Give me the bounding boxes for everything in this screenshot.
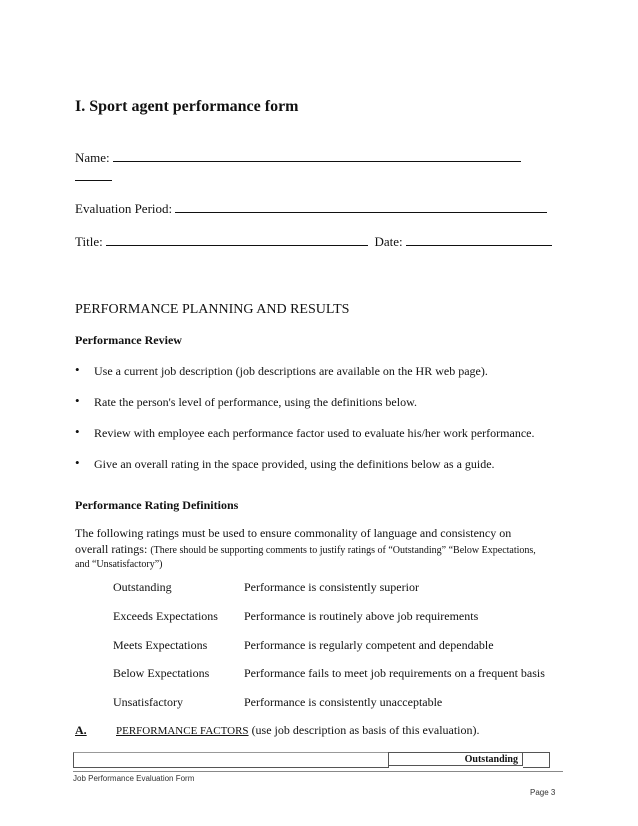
date-line[interactable] xyxy=(406,244,552,246)
definitions-intro-line-1: The following ratings must be used to ensure commonality of language and consistency on xyxy=(75,526,512,540)
review-bullet-2: Rate the person's level of performance, using the definitions below. xyxy=(94,395,417,409)
rating-name-exceeds: Exceeds Expectations xyxy=(113,609,218,623)
evaluation-period-row xyxy=(75,201,547,217)
bullet-icon: • xyxy=(75,424,80,439)
rating-desc-outstanding: Performance is consistently superior xyxy=(244,580,419,594)
name-label: Name: xyxy=(75,150,110,165)
bullet-icon: • xyxy=(75,393,80,408)
footer-rule xyxy=(73,771,563,772)
rating-name-below: Below Expectations xyxy=(113,666,210,680)
rating-desc-meets: Performance is regularly competent and dependable xyxy=(244,638,494,652)
evaluation-period-line[interactable] xyxy=(175,211,547,213)
rating-desc-below: Performance fails to meet job requirements on a frequent basis xyxy=(244,666,545,680)
rating-name-meets: Meets Expectations xyxy=(113,638,208,652)
form-title: I. Sport agent performance form xyxy=(75,98,299,115)
rating-definitions-heading: Performance Rating Definitions xyxy=(75,498,239,512)
rating-desc-exceeds: Performance is routinely above job requirements xyxy=(244,609,479,623)
factor-table-outstanding-header: Outstanding xyxy=(388,752,523,766)
review-bullet-3: Review with employee each performance factor used to evaluate his/her work performance. xyxy=(94,426,535,440)
footer-page-number: Page 3 xyxy=(530,788,556,797)
name-field-line[interactable] xyxy=(113,160,521,162)
rating-desc-unsatisfactory: Performance is consistently unacceptable xyxy=(244,695,443,709)
name-field-line-continued[interactable] xyxy=(75,168,112,186)
rating-name-outstanding: Outstanding xyxy=(113,580,172,594)
factors-title: PERFORMANCE FACTORS xyxy=(116,725,249,737)
rating-name-unsatisfactory: Unsatisfactory xyxy=(113,695,183,709)
footer-form-name: Job Performance Evaluation Form xyxy=(73,774,195,783)
factors-letter: A. xyxy=(75,723,87,737)
definitions-intro-main: overall ratings: xyxy=(75,542,148,556)
bullet-icon: • xyxy=(75,455,80,470)
title-date-row xyxy=(75,234,552,250)
factor-table-cell xyxy=(73,752,389,768)
review-bullet-1: Use a current job description (job descriptions are available on the HR web page). xyxy=(94,364,488,378)
date-label: Date: xyxy=(374,234,403,249)
title-line[interactable] xyxy=(106,244,368,246)
bullet-icon: • xyxy=(75,362,80,377)
definitions-intro-note: (There should be supporting comments to justify ratings of “Outstanding” “Below Expectations, xyxy=(150,545,536,556)
planning-heading: PERFORMANCE PLANNING AND RESULTS xyxy=(75,302,350,317)
name-field-row xyxy=(75,150,521,166)
title-label: Title: xyxy=(75,234,103,249)
evaluation-period-label: Evaluation Period: xyxy=(75,201,173,216)
factors-note: (use job description as basis of this evaluation). xyxy=(251,723,480,737)
factor-table-checkbox[interactable] xyxy=(523,752,550,768)
review-bullet-4: Give an overall rating in the space provided, using the definitions below as a guide. xyxy=(94,457,495,471)
performance-review-heading: Performance Review xyxy=(75,333,182,347)
definitions-intro-line-2 xyxy=(75,542,536,557)
definitions-intro-line-3: and “Unsatisfactory”) xyxy=(75,559,163,570)
performance-factors-row xyxy=(75,723,480,738)
